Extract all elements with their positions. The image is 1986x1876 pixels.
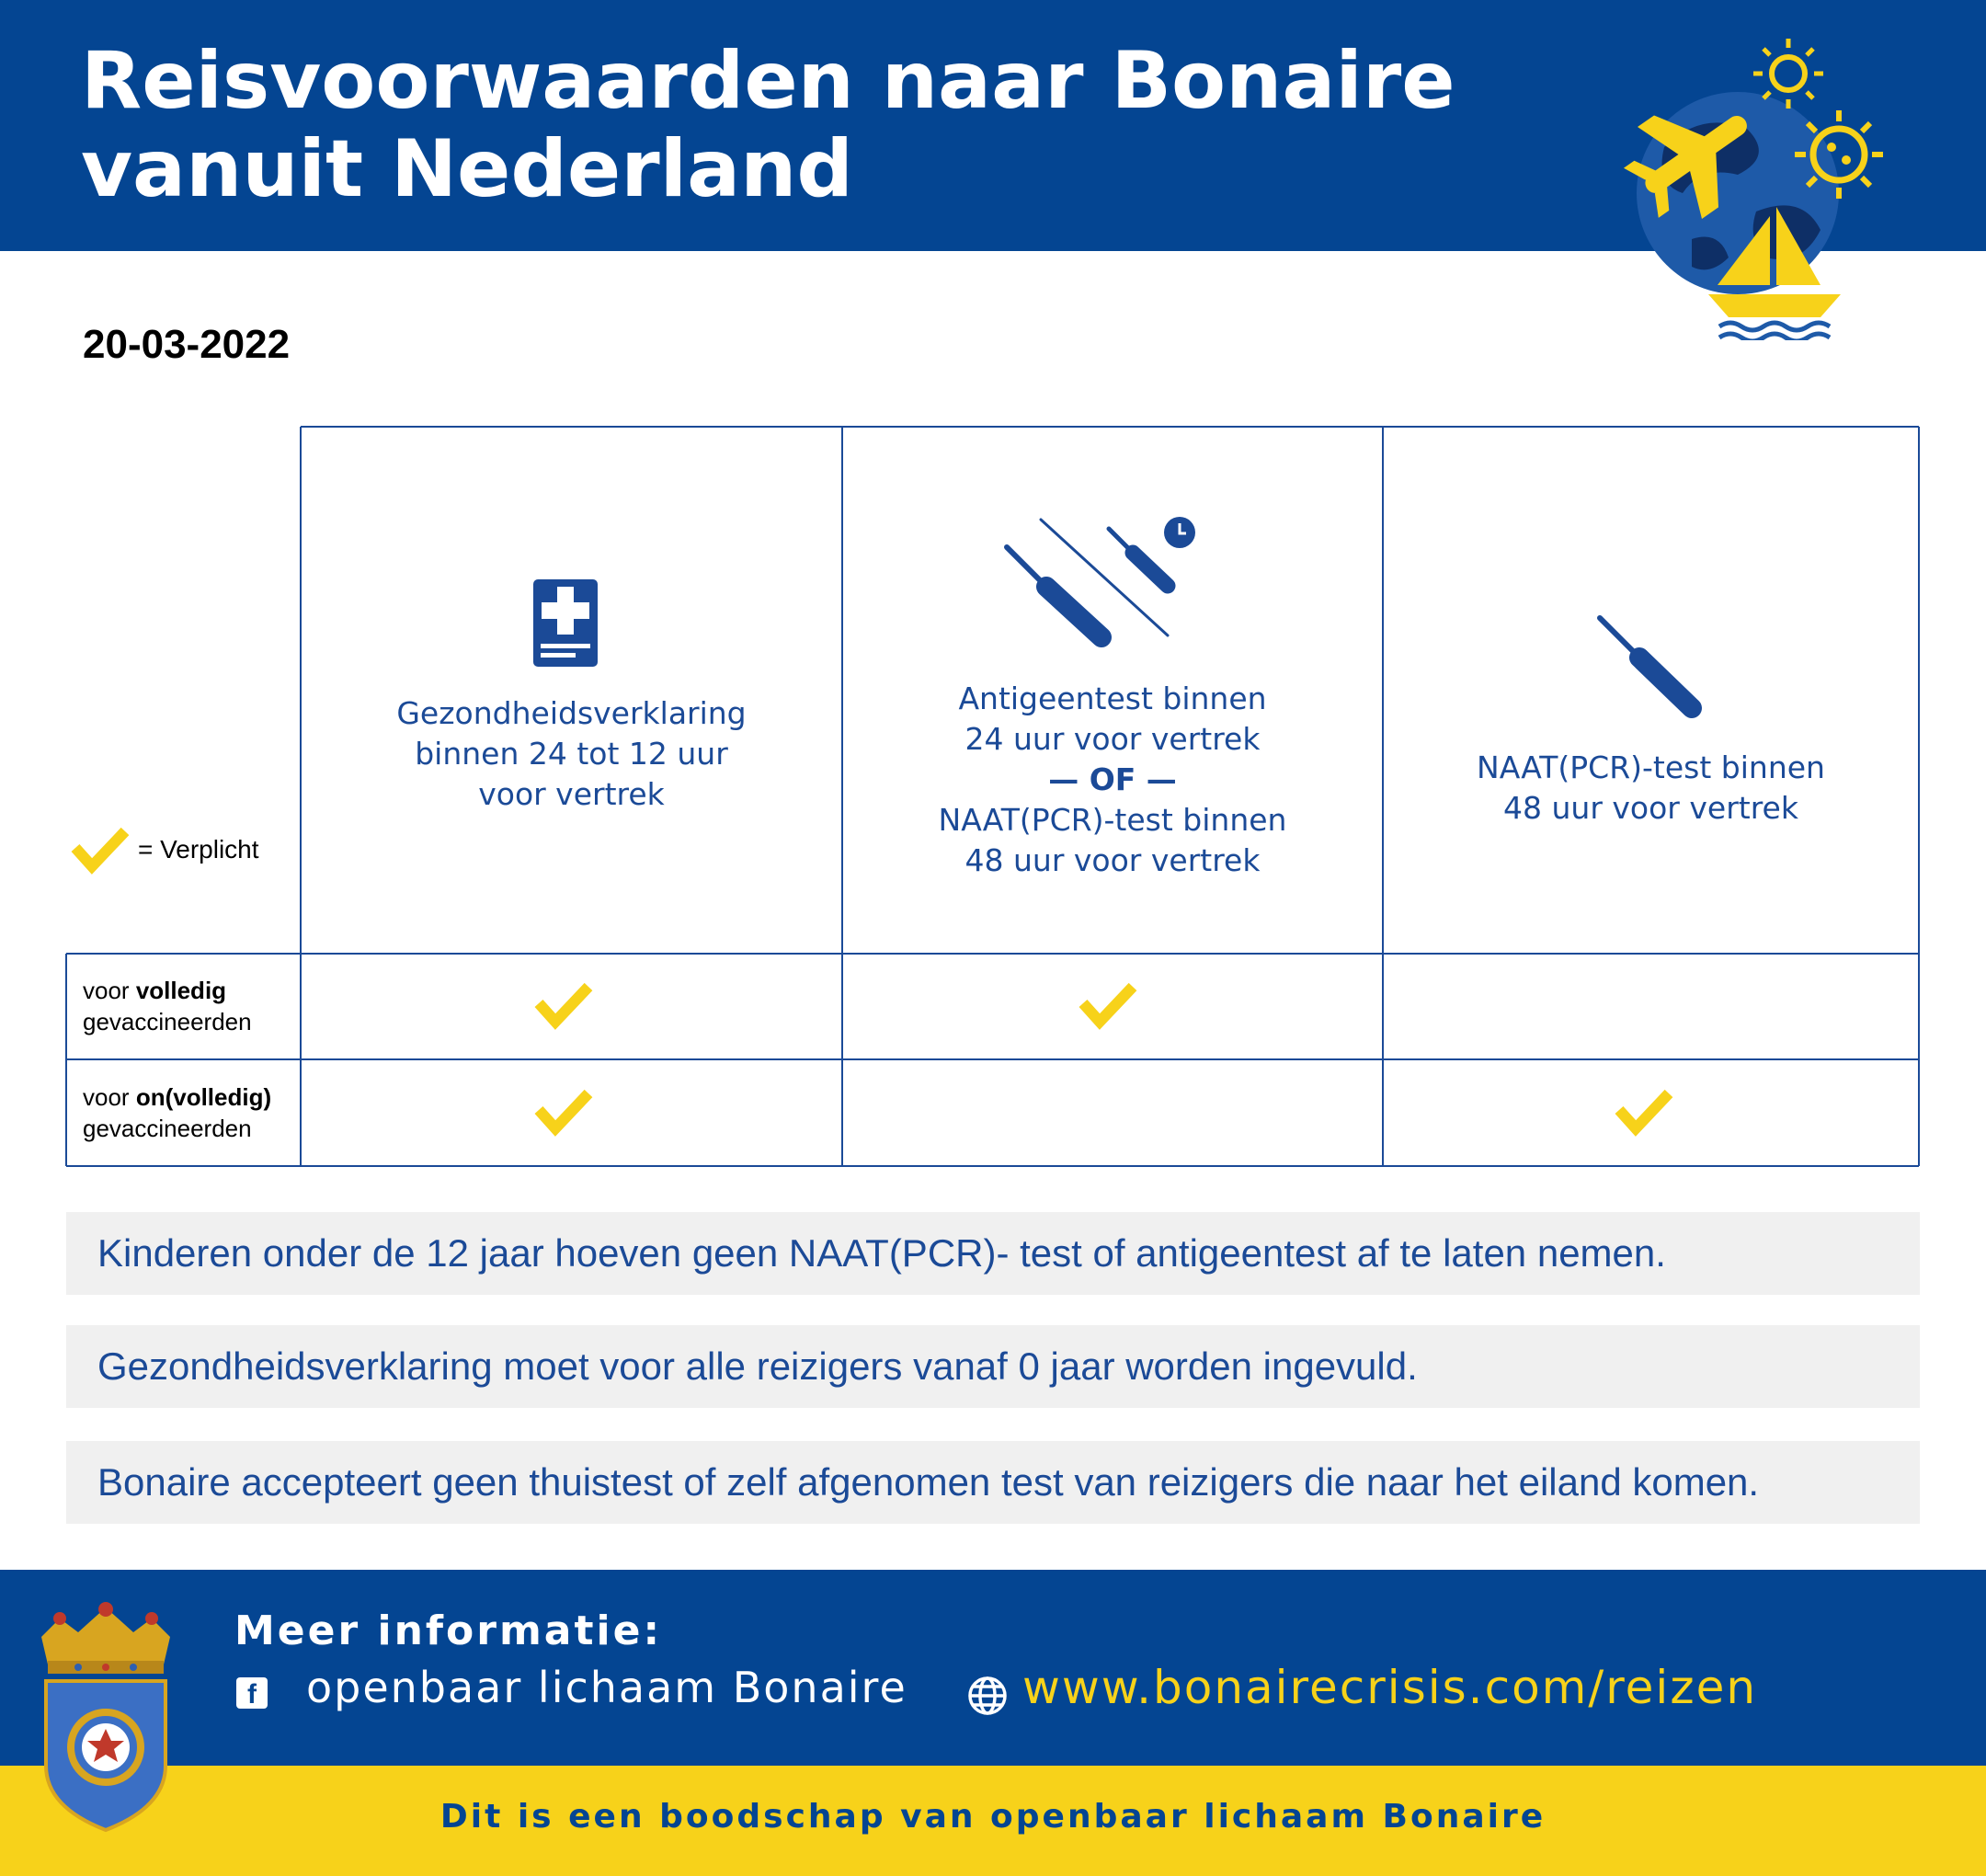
- checkmark-icon: [533, 1088, 594, 1138]
- footer-message: Dit is een boodschap van openbaar lichaam Bonaire: [439, 1798, 1547, 1836]
- row-label-prefix: voor: [83, 1083, 136, 1111]
- column-3-line: NAAT(PCR)-test binnen: [1477, 749, 1825, 785]
- swab-test-timer-icon: [1002, 510, 1204, 648]
- swab-test-icon: [1595, 612, 1706, 722]
- checkmark-icon: [70, 826, 131, 875]
- row-label-not-fully-vaccinated: [83, 1081, 271, 1144]
- footer-heading: Meer informatie:: [234, 1607, 663, 1654]
- facebook-page-link[interactable]: openbaar lichaam Bonaire: [306, 1663, 907, 1712]
- column-2-line: NAAT(PCR)-test binnen: [938, 802, 1287, 838]
- column-pcr-text: [1383, 748, 1919, 829]
- facebook-icon[interactable]: f: [236, 1677, 268, 1709]
- title-line-2: vanuit Nederland: [81, 123, 853, 215]
- title-line-1: Reisvoorwaarden naar Bonaire: [81, 35, 1455, 127]
- column-1-line: binnen 24 tot 12 uur: [415, 736, 728, 772]
- column-2-line: Antigeentest binnen: [958, 681, 1267, 716]
- row-label-emphasis: volledig: [135, 977, 227, 1004]
- note-children: Kinderen onder de 12 jaar hoeven geen NAAT(PCR)- test of antigeentest af te laten nemen.: [66, 1212, 1920, 1295]
- health-declaration-icon: [533, 579, 598, 667]
- or-separator: — OF —: [1048, 761, 1177, 797]
- globe-web-icon: [967, 1676, 1008, 1716]
- column-1-line: voor vertrek: [478, 776, 665, 812]
- checkmark-icon: [1078, 981, 1138, 1031]
- row-label-suffix: gevaccineerden: [83, 1115, 252, 1142]
- row-label-suffix: gevaccineerden: [83, 1008, 252, 1035]
- website-link[interactable]: www.bonairecrisis.com/reizen: [1022, 1661, 1758, 1714]
- row-label-emphasis: on(volledig): [135, 1083, 272, 1111]
- note-health-declaration: Gezondheidsverklaring moet voor alle reizigers vanaf 0 jaar worden ingevuld.: [66, 1325, 1920, 1408]
- checkmark-icon: [1614, 1088, 1674, 1138]
- column-1-line: Gezondheidsverklaring: [396, 695, 747, 731]
- row-label-prefix: voor: [83, 977, 136, 1004]
- column-2-line: 48 uur voor vertrek: [964, 842, 1261, 878]
- column-health-declaration-text: [301, 693, 842, 815]
- note-no-home-test: Bonaire accepteert geen thuistest of zelf afgenomen test van reizigers die naar het eiland komen.: [66, 1441, 1920, 1524]
- date-label: 20-03-2022: [83, 322, 291, 367]
- checkmark-icon: [533, 981, 594, 1031]
- column-3-line: 48 uur voor vertrek: [1503, 790, 1798, 826]
- column-antigen-or-pcr-text: [842, 679, 1383, 881]
- legend-label: = Verplicht: [138, 835, 259, 864]
- row-label-fully-vaccinated: [83, 975, 252, 1037]
- column-2-line: 24 uur voor vertrek: [964, 721, 1261, 757]
